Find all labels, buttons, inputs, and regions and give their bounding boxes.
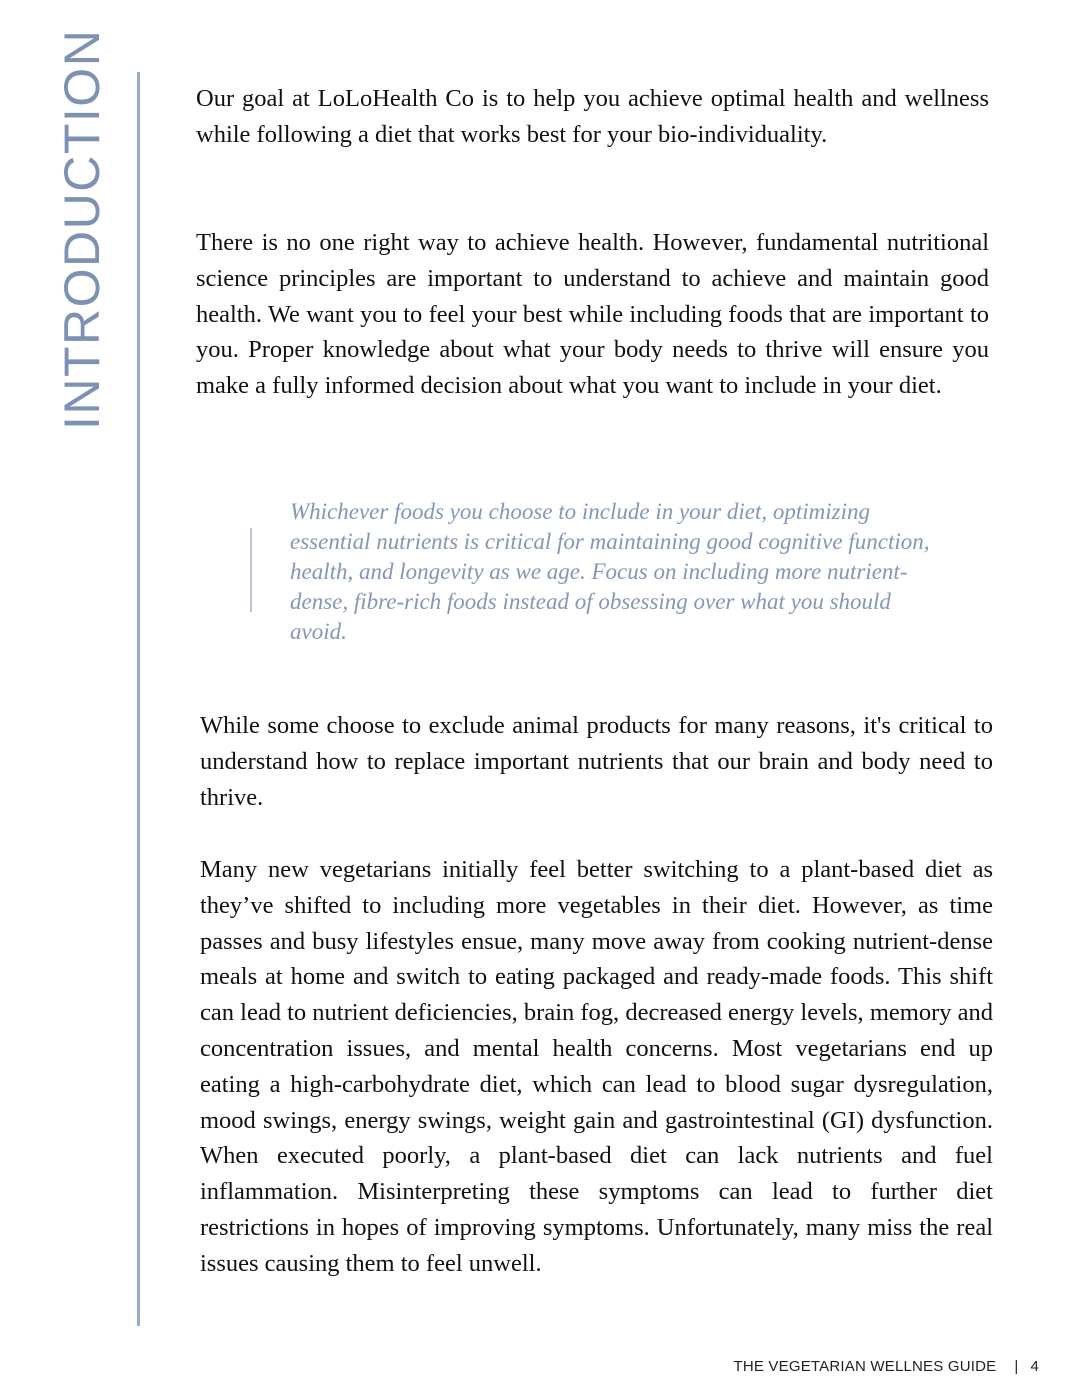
paragraph-intro-principles: There is no one right way to achieve health. However, fundamental nutritional science principles are important to understand to achieve and maintain good health. We want you to feel your best while including foods that are important to you. Proper knowledge about what your body needs to thrive will ensure you make a fully informed decision about what you want to include in your diet. <box>196 229 989 400</box>
page-footer <box>733 1358 1039 1375</box>
paragraph-intro-goal: Our goal at LoLoHealth Co is to help you achieve optimal health and wellness while following a diet that works best for your bio-individuality. <box>196 85 989 148</box>
paragraph-new-vegetarians: Many new vegetarians initially feel better switching to a plant-based diet as they’ve shifted to including more vegetables in their diet. However, as time passes and busy lifestyles ensue, many move away from cooking nutrient-dense meals at home and switch to eating packaged and ready-made foods. This shift can lead to nutrient deficiencies, brain fog, decreased energy levels, memory and concentration issues, and mental health concerns. Most vegetarians end up eating a high-carbohydrate diet, which can lead to blood sugar dysregulation, mood swings, energy swings, weight gain and gastrointestinal (GI) dysfunction. When executed poorly, a plant-based diet can lack nutrients and fuel inflammation. Misinterpreting these symptoms can lead to further diet restrictions in hopes of improving symptoms. Unfortunately, many miss the real issues causing them to feel unwell. <box>200 856 993 1277</box>
section-divider-vertical <box>137 72 140 1326</box>
pull-quote-rule <box>250 528 252 612</box>
footer-separator: | <box>1014 1358 1019 1375</box>
footer-guide-title: THE VEGETARIAN WELLNES GUIDE <box>733 1358 997 1375</box>
page-number: 4 <box>1030 1358 1039 1375</box>
pull-quote: Whichever foods you choose to include in your diet, optimizing essential nutrients is critical for maintaining good cognitive function, health, and longevity as we age. Focus on including more nutrient-dense, fibre-rich foods instead of obsessing over what you should avoid. <box>290 499 930 644</box>
paragraph-animal-products: While some choose to exclude animal products for many reasons, it's critical to understand how to replace important nutrients that our brain and body need to thrive. <box>200 712 993 811</box>
section-title: INTRODUCTION <box>54 28 110 430</box>
